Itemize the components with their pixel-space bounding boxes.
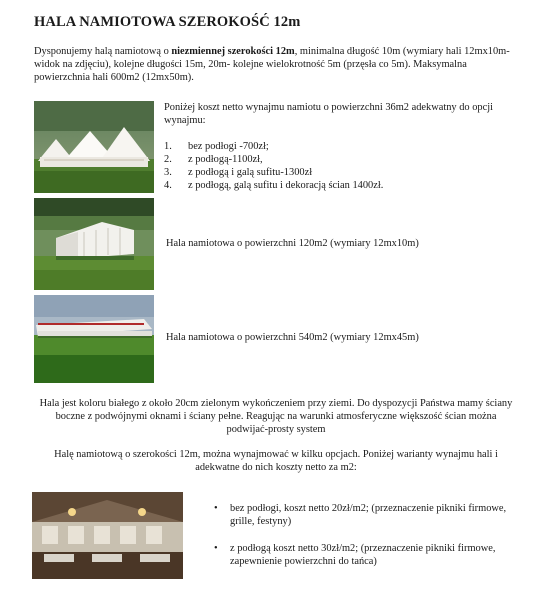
tent-photo-peaked [34,101,154,193]
list-item: 4. z podłogą, galą sufitu i dekoracją ścian 1400zł. [164,180,384,191]
tent-photo-hall-540 [34,295,154,383]
intro-text-end: , minimalna długość 10m (wymiary hali 12mx10m-widok na zdjęciu), kolejne długości 15m, 20m- kolejne wielokrotność 5m (przęsła co 5m). Maksymalna powierzchnia hali 600m2 (12mx50m). [34,46,510,84]
color-walls-paragraph: Hala jest koloru białego z około 20cm zielonym wykończeniem przy ziemi. Do dyspozycji Państwa mamy ściany boczne z podwójnymi oknami i ściany pełne. Reagując na warunki atmosferyczne większość ścian można podwijać-prosty system [39,398,513,436]
caption-hall-540: Hala namiotowa o powierzchni 540m2 (wymiary 12mx45m) [166,332,419,343]
intro-bold-text: niezmiennej szerokości 12m [171,46,295,57]
intro-text-start: Dysponujemy halą namiotową o [34,46,172,57]
variants-intro-paragraph: Halę namiotową o szerokości 12m, można wynajmować w kilku opcjach. Poniżej warianty wynajmu hali i adekwatne do nich koszty netto za m2: [54,449,498,474]
list-item: 3. z podłogą i galą sufitu-1300zł [164,167,313,178]
page-title: HALA NAMIOTOWA SZEROKOŚĆ 12m [34,14,301,30]
tent-photo-hall-120 [34,198,154,290]
list-item: • z podłogą koszt netto 30zł/m2; (przeznaczenie pikniki firmowe, zapewnienie powierzchni do tańca) [214,543,496,567]
intro-paragraph [34,45,520,85]
tent-interior-photo [32,492,183,579]
list-item: 2. z podłogą-1100zł, [164,154,263,165]
rent-cost-intro: Poniżej koszt netto wynajmu namiotu o powierzchni 36m2 adekwatny do opcji wynajmu: [164,102,493,127]
list-item: • bez podłogi, koszt netto 20zł/m2; (przeznaczenie pikniki firmowe, grille, festyny) [214,503,507,527]
list-item: 1. bez podłogi -700zł; [164,141,269,152]
variants-list [212,502,512,582]
caption-hall-120: Hala namiotowa o powierzchni 120m2 (wymiary 12mx10m) [166,238,419,249]
rent-options-list [164,140,383,192]
